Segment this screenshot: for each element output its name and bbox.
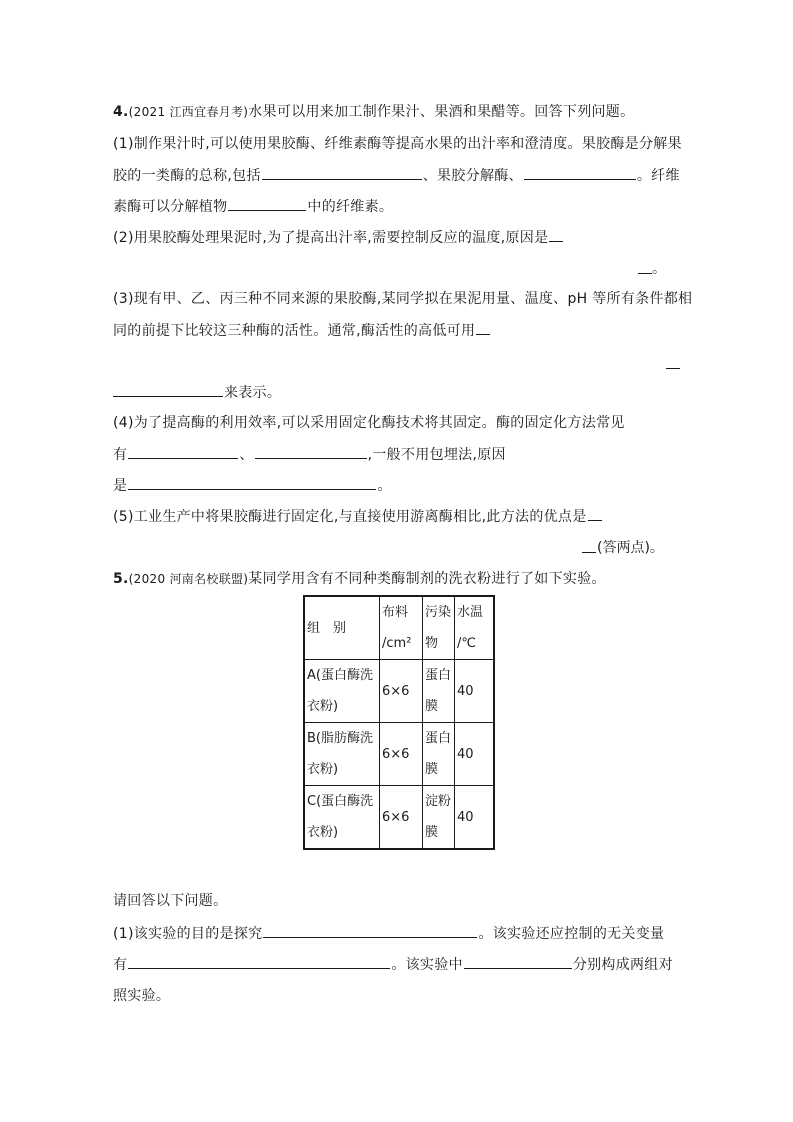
answer-blank-10[interactable]: [263, 922, 477, 938]
q4-p5-line1: [113, 505, 603, 527]
q4-p1-line1: (1)制作果汁时,可以使用果胶酶、纤维素酶等提高水果的出汁率和澄清度。果胶酶是分解果: [113, 136, 682, 152]
cell-temp: 40: [455, 723, 495, 786]
q4-p4-line1: (4)为了提高酶的利用效率,可以采用固定化酶技术将其固定。酶的固定化方法常见: [113, 415, 625, 431]
q5-stem: 某同学用含有不同种类酶制剂的洗衣粉进行了如下实验。: [248, 571, 606, 587]
answer-blank-3[interactable]: [228, 195, 306, 211]
cell-cloth: 6×6: [380, 660, 423, 723]
cell-group: A(蛋白酶洗 衣粉): [304, 660, 380, 723]
q4-p5-text: (5)工业生产中将果胶酶进行固定化,与直接使用游离酶相比,此方法的优点是: [113, 509, 587, 525]
table-row: [304, 786, 494, 850]
answer-blank-4a[interactable]: [549, 226, 563, 242]
q5-p1-text-c: 有: [113, 957, 128, 973]
header-cloth: 布料 /cm²: [380, 596, 423, 660]
q4-p5-end: (答两点)。: [597, 540, 664, 556]
cell-pollutant: 蛋白 膜: [423, 723, 455, 786]
q4-p1-line3: [113, 195, 393, 217]
answer-blank-5c[interactable]: [113, 381, 223, 397]
answer-blank-1[interactable]: [262, 164, 422, 180]
q4-p4-line2: [113, 443, 506, 465]
answer-blank-9a[interactable]: [588, 505, 602, 521]
answer-blank-6[interactable]: [128, 443, 238, 459]
q4-p3-line2: [113, 319, 491, 341]
q5-p1-line2: [113, 953, 673, 975]
q5-source: (2020 河南名校联盟): [128, 572, 249, 586]
q5-prompt: 请回答以下问题。: [113, 893, 228, 909]
cell-pollutant: 蛋白 膜: [423, 660, 455, 723]
header-temp: 水温 /℃: [455, 596, 495, 660]
q4-p1-text-e: 中的纤维素。: [307, 199, 394, 215]
q4-p2-line1: [113, 226, 564, 248]
answer-blank-7[interactable]: [255, 443, 367, 459]
q5-p1-line3: 照实验。: [113, 988, 171, 1004]
q4-p3-line3: [113, 381, 281, 403]
q5-p1-text-e: 分别构成两组对: [572, 957, 673, 973]
header-pollutant: 污染 物: [423, 596, 455, 660]
table-row: [304, 723, 494, 786]
q4-p4-text-b: 、: [239, 447, 254, 463]
answer-blank-4b[interactable]: [638, 272, 652, 274]
q4-p4-line3: [113, 474, 392, 496]
q4-number: 4.: [113, 104, 129, 120]
q4-p4-text-d: 是: [113, 478, 128, 494]
q4-source: (2021 江西宜春月考): [128, 105, 249, 119]
cell-group: B(脂肪酶洗 衣粉): [304, 723, 380, 786]
q4-p1-line2: [113, 164, 680, 186]
q4-p1-text-b: 、果胶分解酶、: [422, 168, 523, 184]
answer-blank-5b[interactable]: [666, 367, 680, 369]
q4-header: [113, 101, 634, 123]
q5-p1-text-b: 。该实验还应控制的无关变量: [478, 926, 665, 942]
header-group: 组 别: [304, 596, 380, 660]
q4-p4-text-c: ,一般不用包埋法,原因: [367, 447, 506, 463]
q4-p3-text-end: 来表示。: [224, 385, 282, 401]
q4-p3-line1: (3)现有甲、乙、丙三种不同来源的果胶酶,某同学拟在果泥用量、温度、pH 等所有条件都相: [113, 291, 693, 307]
q4-p4-text-a: 有: [113, 447, 128, 463]
cell-temp: 40: [455, 660, 495, 723]
q4-p1-text-a: 胶的一类酶的总称,包括: [113, 168, 261, 184]
table-header-row: [304, 596, 494, 660]
answer-blank-9b[interactable]: [582, 551, 596, 553]
cell-temp: 40: [455, 786, 495, 850]
q4-p4-text-e: 。: [377, 478, 392, 494]
q5-p1-text-a: (1)该实验的目的是探究: [113, 926, 263, 942]
answer-blank-2[interactable]: [524, 164, 636, 180]
q5-header: [113, 568, 606, 590]
cell-cloth: 6×6: [380, 786, 423, 850]
cell-pollutant: 淀粉 膜: [423, 786, 455, 850]
q4-p3-text: 同的前提下比较这三种酶的活性。通常,酶活性的高低可用: [113, 323, 476, 339]
answer-blank-11[interactable]: [128, 953, 390, 969]
answer-blank-8[interactable]: [128, 474, 376, 490]
table-row: [304, 660, 494, 723]
cell-cloth: 6×6: [380, 723, 423, 786]
q5-number: 5.: [113, 571, 129, 587]
q4-stem: 水果可以用来加工制作果汁、果酒和果醋等。回答下列问题。: [248, 104, 635, 120]
experiment-table: [303, 595, 495, 850]
q4-p2-end: 。: [652, 261, 666, 277]
q4-p2-text: (2)用果胶酶处理果泥时,为了提高出汁率,需要控制反应的温度,原因是: [113, 230, 549, 246]
q5-p1-text-d: 。该实验中: [391, 957, 463, 973]
q4-p1-text-c: 。纤维: [636, 168, 680, 184]
answer-blank-5a[interactable]: [476, 319, 490, 335]
cell-group: C(蛋白酶洗 衣粉): [304, 786, 380, 850]
q5-p1-line1: [113, 922, 664, 944]
answer-blank-12[interactable]: [464, 953, 572, 969]
q4-p1-text-d: 素酶可以分解植物: [113, 199, 228, 215]
